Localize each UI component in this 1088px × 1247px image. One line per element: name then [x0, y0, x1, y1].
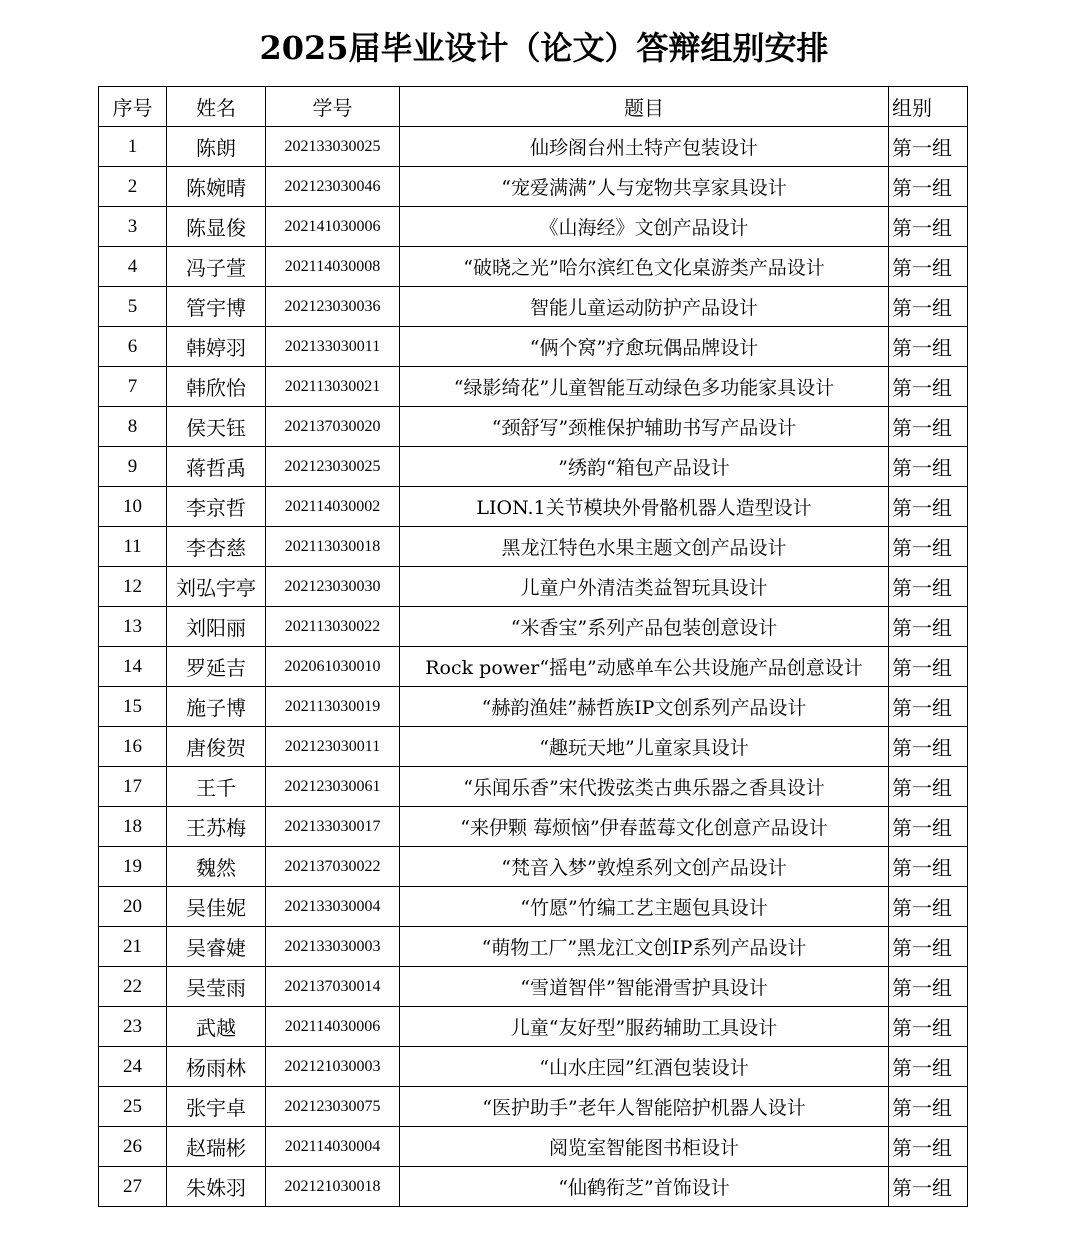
cell-group: 第一组 — [889, 167, 968, 207]
table-row — [99, 687, 968, 727]
cell-title: LION.1关节模块外骨骼机器人造型设计 — [400, 487, 889, 527]
cell-id: 202061030010 — [266, 647, 400, 687]
cell-name: 吴佳妮 — [167, 887, 266, 927]
cell-no: 15 — [99, 687, 167, 727]
cell-no: 4 — [99, 247, 167, 287]
cell-id: 202114030008 — [266, 247, 400, 287]
cell-title: 儿童户外清洁类益智玩具设计 — [400, 567, 889, 607]
cell-no: 9 — [99, 447, 167, 487]
cell-title: “萌物工厂”黑龙江文创IP系列产品设计 — [400, 927, 889, 967]
cell-group: 第一组 — [889, 527, 968, 567]
cell-no: 1 — [99, 127, 167, 167]
cell-name: 李杏慈 — [167, 527, 266, 567]
cell-no: 23 — [99, 1007, 167, 1047]
cell-no: 24 — [99, 1047, 167, 1087]
table-row — [99, 167, 968, 207]
cell-name: 刘弘宇亭 — [167, 567, 266, 607]
page-title: 2025届毕业设计（论文）答辩组别安排 — [259, 29, 829, 67]
cell-title: “来伊颗 莓烦恼”伊春蓝莓文化创意产品设计 — [400, 807, 889, 847]
table-row — [99, 1087, 968, 1127]
header-group: 组别 — [889, 87, 968, 127]
table-row — [99, 647, 968, 687]
table-row — [99, 407, 968, 447]
table-row — [99, 247, 968, 287]
table-row — [99, 1047, 968, 1087]
cell-title: “山水庄园”红酒包装设计 — [400, 1047, 889, 1087]
cell-group: 第一组 — [889, 1167, 968, 1207]
table-row — [99, 1167, 968, 1207]
cell-id: 202137030020 — [266, 407, 400, 447]
table-row — [99, 967, 968, 1007]
cell-title: 阅览室智能图书柜设计 — [400, 1127, 889, 1167]
cell-no: 10 — [99, 487, 167, 527]
cell-no: 25 — [99, 1087, 167, 1127]
cell-name: 杨雨林 — [167, 1047, 266, 1087]
cell-title: “竹愿”竹编工艺主题包具设计 — [400, 887, 889, 927]
cell-group: 第一组 — [889, 367, 968, 407]
cell-no: 27 — [99, 1167, 167, 1207]
cell-id: 202133030004 — [266, 887, 400, 927]
cell-title: “赫韵渔娃”赫哲族IP文创系列产品设计 — [400, 687, 889, 727]
cell-group: 第一组 — [889, 127, 968, 167]
cell-group: 第一组 — [889, 247, 968, 287]
table-row — [99, 207, 968, 247]
cell-title: Rock power“摇电”动感单车公共设施产品创意设计 — [400, 647, 889, 687]
cell-title: “医护助手”老年人智能陪护机器人设计 — [400, 1087, 889, 1127]
cell-id: 202113030019 — [266, 687, 400, 727]
cell-no: 6 — [99, 327, 167, 367]
cell-group: 第一组 — [889, 607, 968, 647]
cell-title: “仙鹤衔芝”首饰设计 — [400, 1167, 889, 1207]
cell-name: 魏然 — [167, 847, 266, 887]
cell-group: 第一组 — [889, 887, 968, 927]
cell-id: 202133030011 — [266, 327, 400, 367]
cell-group: 第一组 — [889, 727, 968, 767]
cell-title: 仙珍阁台州土特产包装设计 — [400, 127, 889, 167]
cell-title: 黑龙江特色水果主题文创产品设计 — [400, 527, 889, 567]
cell-group: 第一组 — [889, 407, 968, 447]
cell-name: 刘阳丽 — [167, 607, 266, 647]
cell-no: 13 — [99, 607, 167, 647]
cell-group: 第一组 — [889, 447, 968, 487]
cell-title: 儿童“友好型”服药辅助工具设计 — [400, 1007, 889, 1047]
cell-name: 赵瑞彬 — [167, 1127, 266, 1167]
cell-name: 朱姝羽 — [167, 1167, 266, 1207]
table-row — [99, 367, 968, 407]
cell-name: 吴莹雨 — [167, 967, 266, 1007]
cell-group: 第一组 — [889, 287, 968, 327]
cell-no: 7 — [99, 367, 167, 407]
cell-group: 第一组 — [889, 567, 968, 607]
cell-id: 202141030006 — [266, 207, 400, 247]
table-row — [99, 767, 968, 807]
cell-id: 202137030022 — [266, 847, 400, 887]
table-row — [99, 287, 968, 327]
cell-no: 14 — [99, 647, 167, 687]
table-row — [99, 447, 968, 487]
table-row — [99, 1127, 968, 1167]
cell-id: 202123030061 — [266, 767, 400, 807]
cell-title: “趣玩天地”儿童家具设计 — [400, 727, 889, 767]
cell-title: “俩个窝”疗愈玩偶品牌设计 — [400, 327, 889, 367]
cell-group: 第一组 — [889, 1087, 968, 1127]
cell-group: 第一组 — [889, 647, 968, 687]
cell-id: 202113030021 — [266, 367, 400, 407]
cell-group: 第一组 — [889, 927, 968, 967]
cell-name: 陈显俊 — [167, 207, 266, 247]
cell-id: 202121030003 — [266, 1047, 400, 1087]
cell-name: 王千 — [167, 767, 266, 807]
header-id: 学号 — [266, 87, 400, 127]
cell-group: 第一组 — [889, 687, 968, 727]
cell-title: “破晓之光”哈尔滨红色文化桌游类产品设计 — [400, 247, 889, 287]
cell-group: 第一组 — [889, 207, 968, 247]
cell-title: “乐闻乐香”宋代拨弦类古典乐器之香具设计 — [400, 767, 889, 807]
table-row — [99, 327, 968, 367]
cell-id: 202123030075 — [266, 1087, 400, 1127]
table-row — [99, 567, 968, 607]
cell-no: 16 — [99, 727, 167, 767]
table-row — [99, 887, 968, 927]
cell-id: 202113030018 — [266, 527, 400, 567]
cell-group: 第一组 — [889, 487, 968, 527]
cell-group: 第一组 — [889, 847, 968, 887]
cell-title: “颈舒写”颈椎保护辅助书写产品设计 — [400, 407, 889, 447]
cell-name: 罗延吉 — [167, 647, 266, 687]
cell-name: 武越 — [167, 1007, 266, 1047]
table-row — [99, 807, 968, 847]
cell-no: 12 — [99, 567, 167, 607]
cell-title: ”绣韵“箱包产品设计 — [400, 447, 889, 487]
cell-no: 26 — [99, 1127, 167, 1167]
cell-no: 18 — [99, 807, 167, 847]
header-row — [99, 87, 968, 127]
cell-id: 202113030022 — [266, 607, 400, 647]
cell-no: 22 — [99, 967, 167, 1007]
cell-title: “绿影绮花”儿童智能互动绿色多功能家具设计 — [400, 367, 889, 407]
cell-id: 202133030017 — [266, 807, 400, 847]
table-row — [99, 847, 968, 887]
cell-id: 202121030018 — [266, 1167, 400, 1207]
cell-id: 202123030030 — [266, 567, 400, 607]
cell-id: 202137030014 — [266, 967, 400, 1007]
schedule-table — [98, 86, 968, 1207]
cell-id: 202114030006 — [266, 1007, 400, 1047]
cell-name: 韩婷羽 — [167, 327, 266, 367]
table-row — [99, 487, 968, 527]
cell-title: “梵音入梦”敦煌系列文创产品设计 — [400, 847, 889, 887]
cell-group: 第一组 — [889, 807, 968, 847]
cell-name: 韩欣怡 — [167, 367, 266, 407]
cell-no: 19 — [99, 847, 167, 887]
cell-no: 20 — [99, 887, 167, 927]
table-row — [99, 607, 968, 647]
table-row — [99, 727, 968, 767]
cell-id: 202123030011 — [266, 727, 400, 767]
cell-no: 21 — [99, 927, 167, 967]
header-name: 姓名 — [167, 87, 266, 127]
cell-group: 第一组 — [889, 1127, 968, 1167]
cell-title: 《山海经》文创产品设计 — [400, 207, 889, 247]
cell-id: 202133030003 — [266, 927, 400, 967]
table-body — [99, 127, 968, 1207]
cell-id: 202123030036 — [266, 287, 400, 327]
cell-id: 202114030002 — [266, 487, 400, 527]
cell-name: 侯天钰 — [167, 407, 266, 447]
table-row — [99, 927, 968, 967]
cell-no: 3 — [99, 207, 167, 247]
cell-name: 管宇博 — [167, 287, 266, 327]
table-row — [99, 1007, 968, 1047]
cell-no: 17 — [99, 767, 167, 807]
cell-no: 5 — [99, 287, 167, 327]
cell-no: 2 — [99, 167, 167, 207]
cell-name: 陈婉晴 — [167, 167, 266, 207]
cell-name: 唐俊贺 — [167, 727, 266, 767]
cell-name: 蒋哲禹 — [167, 447, 266, 487]
cell-no: 11 — [99, 527, 167, 567]
cell-id: 202114030004 — [266, 1127, 400, 1167]
table-row — [99, 127, 968, 167]
cell-name: 冯子萱 — [167, 247, 266, 287]
cell-no: 8 — [99, 407, 167, 447]
cell-name: 李京哲 — [167, 487, 266, 527]
header-no: 序号 — [99, 87, 167, 127]
cell-title: “雪道智伴”智能滑雪护具设计 — [400, 967, 889, 1007]
cell-title: “米香宝”系列产品包装创意设计 — [400, 607, 889, 647]
table-row — [99, 527, 968, 567]
cell-group: 第一组 — [889, 767, 968, 807]
header-title: 题目 — [400, 87, 889, 127]
cell-title: 智能儿童运动防护产品设计 — [400, 287, 889, 327]
cell-name: 施子博 — [167, 687, 266, 727]
cell-id: 202123030025 — [266, 447, 400, 487]
cell-id: 202123030046 — [266, 167, 400, 207]
cell-title: “宠爱满满”人与宠物共享家具设计 — [400, 167, 889, 207]
cell-group: 第一组 — [889, 1007, 968, 1047]
cell-name: 吴睿婕 — [167, 927, 266, 967]
cell-name: 张宇卓 — [167, 1087, 266, 1127]
cell-name: 陈朗 — [167, 127, 266, 167]
cell-group: 第一组 — [889, 1047, 968, 1087]
cell-name: 王苏梅 — [167, 807, 266, 847]
cell-group: 第一组 — [889, 967, 968, 1007]
cell-group: 第一组 — [889, 327, 968, 367]
cell-id: 202133030025 — [266, 127, 400, 167]
